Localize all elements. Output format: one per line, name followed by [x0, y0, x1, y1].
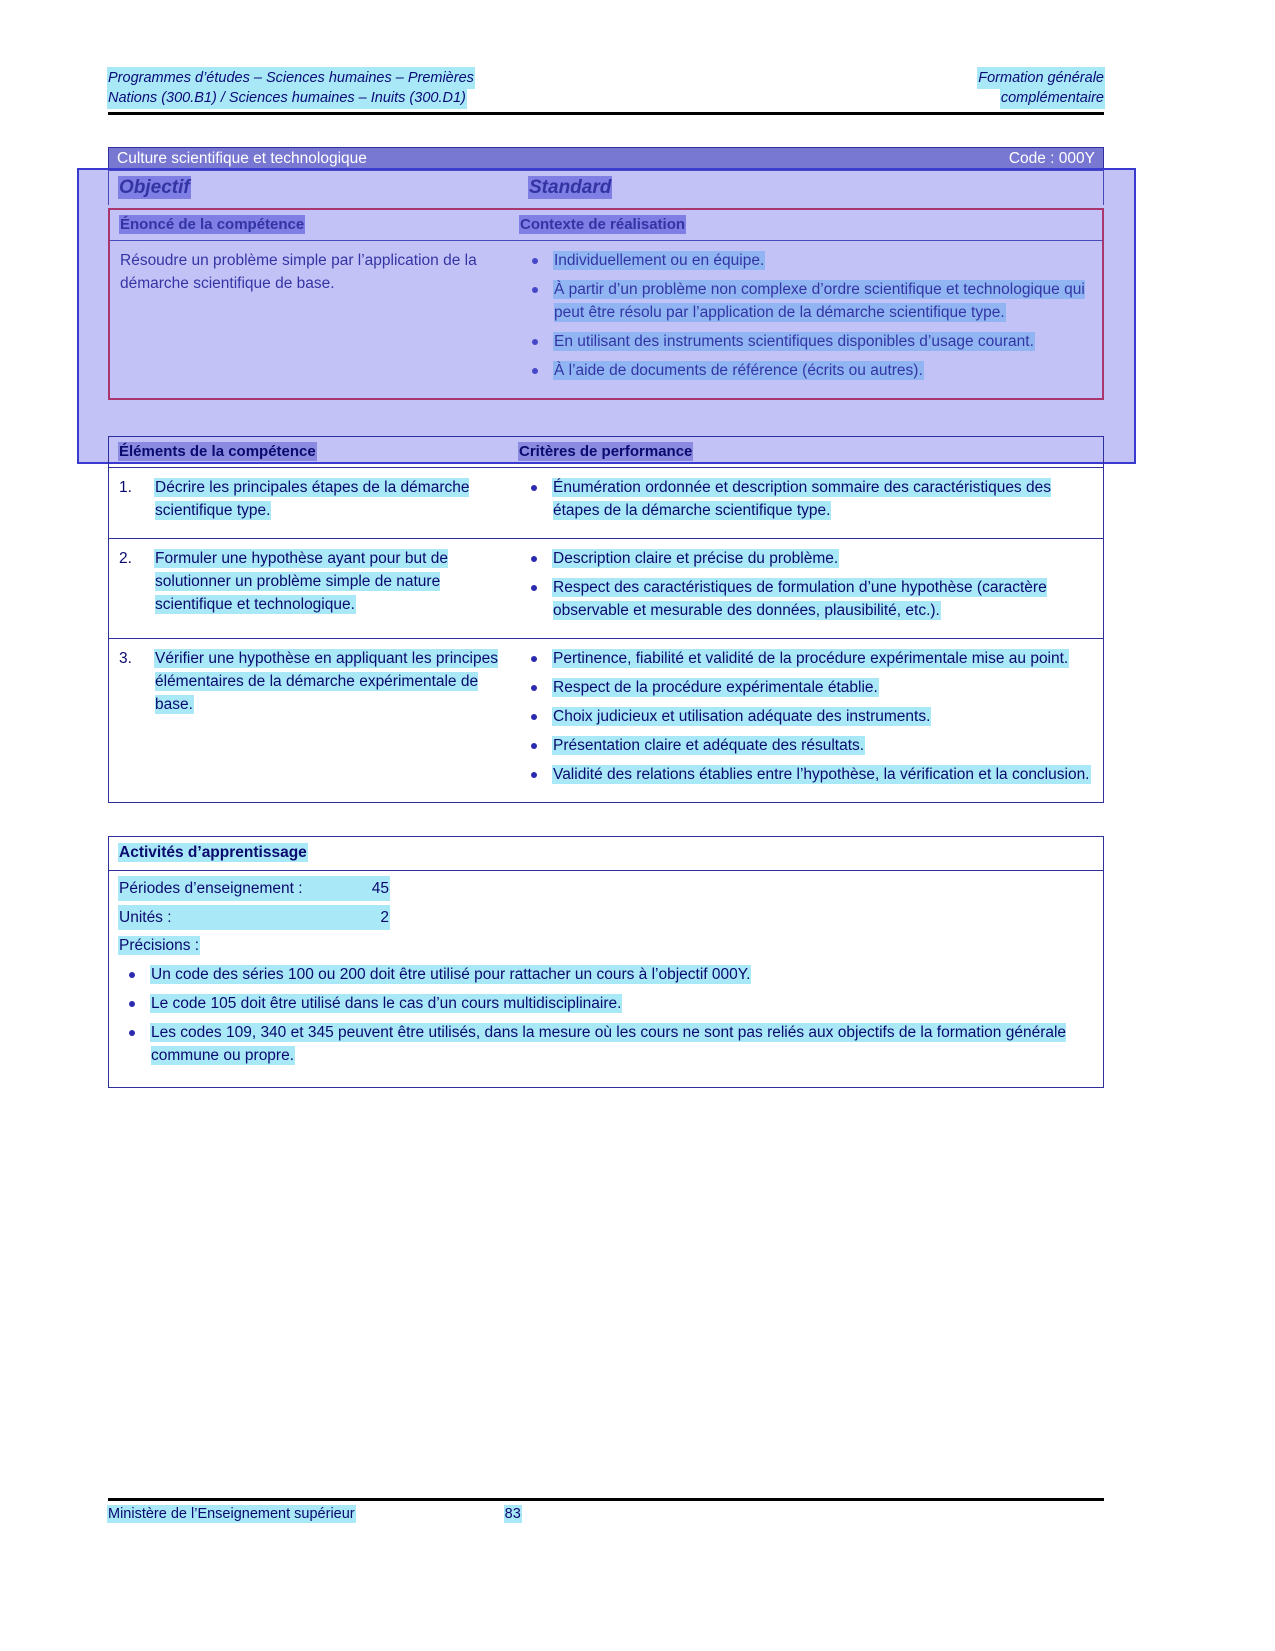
precision-item-3: Les codes 109, 340 et 345 peuvent être utilisés, dans la mesure où les cours ne sont pas reliés aux objectifs de la formation générale commune ou propre.: [151, 1024, 1067, 1064]
element-cell-1: [109, 468, 509, 538]
statement-header-label: Énoncé de la compétence: [120, 216, 305, 233]
list-item: [517, 734, 1095, 757]
activities-header-label: Activités d’apprentissage: [119, 844, 307, 861]
periods-row: [119, 877, 389, 900]
running-head-right-line-2: complémentaire: [1000, 90, 1104, 106]
list-item: [517, 647, 1095, 670]
element-number-2: 2.: [119, 550, 132, 567]
table-row: [109, 538, 1103, 638]
element-cell-3: [109, 639, 509, 802]
running-head-left-line-1: Programmes d’études – Sciences humaines – Premières: [108, 70, 474, 86]
criteria-3-3: Choix judicieux et utilisation adéquate des instruments.: [553, 708, 931, 725]
footer-divider: [108, 1498, 1104, 1501]
competency-code: Code : 000Y: [1008, 150, 1095, 167]
activities-header-cell: [109, 837, 1103, 871]
criteria-3-4: Présentation claire et adéquate des résultats.: [553, 737, 865, 754]
elements-criteria-headers: [109, 437, 1103, 467]
criteria-header-cell: [509, 437, 1103, 467]
running-head-left-line-2: Nations (300.B1) / Sciences humaines – Inuits (300.D1): [108, 90, 466, 106]
footer-page-number: 83: [504, 1506, 521, 1522]
periods-line: [109, 871, 1103, 900]
precision-item-2: Le code 105 doit être utilisé dans le cas d’un cours multidisciplinaire.: [151, 995, 622, 1012]
running-head-line-1: [108, 68, 1104, 88]
criteria-cell-3: [509, 639, 1103, 802]
list-item: [517, 547, 1095, 570]
elements-criteria-block: [108, 436, 1104, 803]
criteria-list-3: [517, 647, 1095, 786]
table-row: [109, 638, 1103, 802]
units-line: [109, 900, 1103, 929]
elements-header-cell: [109, 437, 509, 467]
criteria-cell-2: [509, 539, 1103, 638]
element-text-1: Décrire les principales étapes de la démarche scientifique type.: [155, 479, 470, 519]
running-head-right-line-1: Formation générale: [978, 70, 1104, 86]
element-cell-2: [109, 539, 509, 638]
running-head: [108, 68, 1104, 108]
learning-activities-block: [108, 836, 1104, 1088]
precisions-label: Précisions :: [119, 937, 200, 954]
list-item: [518, 278, 1094, 324]
criteria-3-5: Validité des relations établies entre l’hypothèse, la vérification et la conclusion.: [553, 766, 1090, 783]
units-label: Unités :: [119, 909, 172, 926]
context-item-3: En utilisant des instruments scientifiques disponibles d’usage courant.: [554, 333, 1034, 350]
precision-item-1: Un code des séries 100 ou 200 doit être utilisé pour rattacher un cours à l’objectif 000Y.: [151, 966, 751, 983]
competency-statement-block: [108, 208, 1104, 400]
list-item: [517, 676, 1095, 699]
competency-title: Culture scientifique et technologique: [117, 150, 367, 167]
criteria-2-1: Description claire et précise du problème.: [553, 550, 839, 567]
criteria-list-1: [517, 476, 1095, 522]
running-head-line-2: [108, 88, 1104, 108]
list-item: [517, 476, 1095, 522]
objectif-label: Objectif: [119, 177, 190, 198]
standard-label: Standard: [529, 177, 612, 198]
objectif-column-header: [109, 177, 529, 199]
criteria-2-2: Respect des caractéristiques de formulation d’une hypothèse (caractère observable et mesurable des données, plausibilité, etc.).: [553, 579, 1047, 619]
list-item: [115, 992, 1093, 1015]
element-number-1: 1.: [119, 479, 132, 496]
units-value: 2: [380, 909, 389, 926]
list-item: [517, 705, 1095, 728]
footer-ministry: Ministère de l’Enseignement supérieur: [108, 1506, 355, 1522]
criteria-1-1: Énumération ordonnée et description sommaire des caractéristiques des étapes de la démarche scientifique type.: [553, 479, 1051, 519]
criteria-3-2: Respect de la procédure expérimentale établie.: [553, 679, 878, 696]
header-divider: [108, 112, 1104, 115]
context-item-1: Individuellement ou en équipe.: [554, 252, 765, 269]
page-footer: [108, 1506, 1104, 1522]
precisions-list: [109, 957, 1103, 1067]
list-item: [518, 359, 1094, 382]
context-item-4: À l’aide de documents de référence (écrits ou autres).: [554, 362, 923, 379]
context-header-cell: [510, 210, 1102, 240]
competency-statement-headers: [110, 210, 1102, 241]
objectif-standard-row: [108, 171, 1104, 205]
list-item: [517, 576, 1095, 622]
competency-title-band: [108, 147, 1104, 171]
periods-value: 45: [371, 880, 389, 897]
context-header-label: Contexte de réalisation: [520, 216, 686, 233]
list-item: [518, 330, 1094, 353]
periods-label: Périodes d’enseignement :: [119, 880, 303, 897]
standard-column-header: [529, 177, 1103, 199]
precisions-line: [109, 929, 1103, 957]
elements-header-label: Éléments de la compétence: [119, 443, 316, 460]
criteria-3-1: Pertinence, fiabilité et validité de la procédure expérimentale mise au point.: [553, 650, 1069, 667]
list-item: [115, 963, 1093, 986]
list-item: [115, 1021, 1093, 1067]
statement-cell: [110, 241, 510, 398]
criteria-list-2: [517, 547, 1095, 622]
element-text-3: Vérifier une hypothèse en appliquant les principes élémentaires de la démarche expérimentale de base.: [155, 650, 498, 713]
units-row: [119, 906, 389, 929]
table-row: [109, 467, 1103, 538]
list-item: [518, 249, 1094, 272]
context-list: [518, 249, 1094, 382]
criteria-header-label: Critères de performance: [519, 443, 693, 460]
element-text-2: Formuler une hypothèse ayant pour but de solutionner un problème simple de nature scientifique et technologique.: [155, 550, 448, 613]
element-number-3: 3.: [119, 650, 132, 667]
context-cell: [510, 241, 1102, 398]
statement-header-cell: [110, 210, 510, 240]
statement-text: Résoudre un problème simple par l’application de la démarche scientifique de base.: [120, 252, 477, 292]
list-item: [517, 763, 1095, 786]
criteria-cell-1: [509, 468, 1103, 538]
context-item-2: À partir d’un problème non complexe d’ordre scientifique et technologique qui peut être résolu par l’application de la démarche scientifique type.: [554, 281, 1085, 321]
competency-statement-body: [110, 241, 1102, 398]
